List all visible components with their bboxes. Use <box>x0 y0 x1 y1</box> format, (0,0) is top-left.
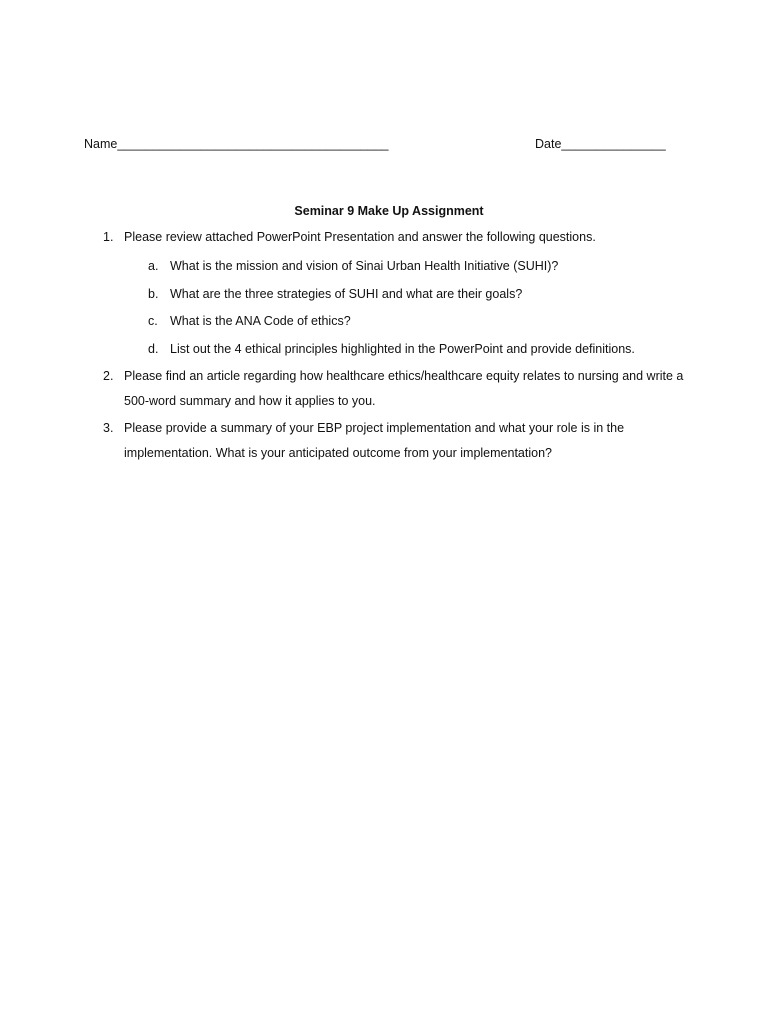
name-field: Name_______________________________________ <box>84 137 389 151</box>
question-number: 3. <box>103 421 114 435</box>
header-row <box>84 137 684 155</box>
sub-question-letter: d. <box>148 342 159 356</box>
question-text: Please review attached PowerPoint Presentation and answer the following questions. <box>124 230 596 244</box>
sub-question-text: What are the three strategies of SUHI and what are their goals? <box>170 287 523 301</box>
date-field: Date_______________ <box>535 137 666 151</box>
question-text: Please find an article regarding how healthcare ethics/healthcare equity relates to nursing and write a 500-word summary and how it applies to you. <box>124 369 684 408</box>
sub-question-text: What is the ANA Code of ethics? <box>170 314 351 328</box>
sub-question-letter: b. <box>148 287 159 301</box>
question-number: 2. <box>103 369 114 383</box>
question-number: 1. <box>103 230 114 244</box>
question-text: Please provide a summary of your EBP project implementation and what your role is in the implementation. What is your anticipated outcome from your implementation? <box>124 421 625 460</box>
sub-question-letter: c. <box>148 314 158 328</box>
sub-question-text: List out the 4 ethical principles highlighted in the PowerPoint and provide definitions. <box>170 342 635 356</box>
sub-question-text: What is the mission and vision of Sinai Urban Health Initiative (SUHI)? <box>170 259 559 273</box>
document-title: Seminar 9 Make Up Assignment <box>294 204 484 218</box>
sub-question-letter: a. <box>148 259 159 273</box>
